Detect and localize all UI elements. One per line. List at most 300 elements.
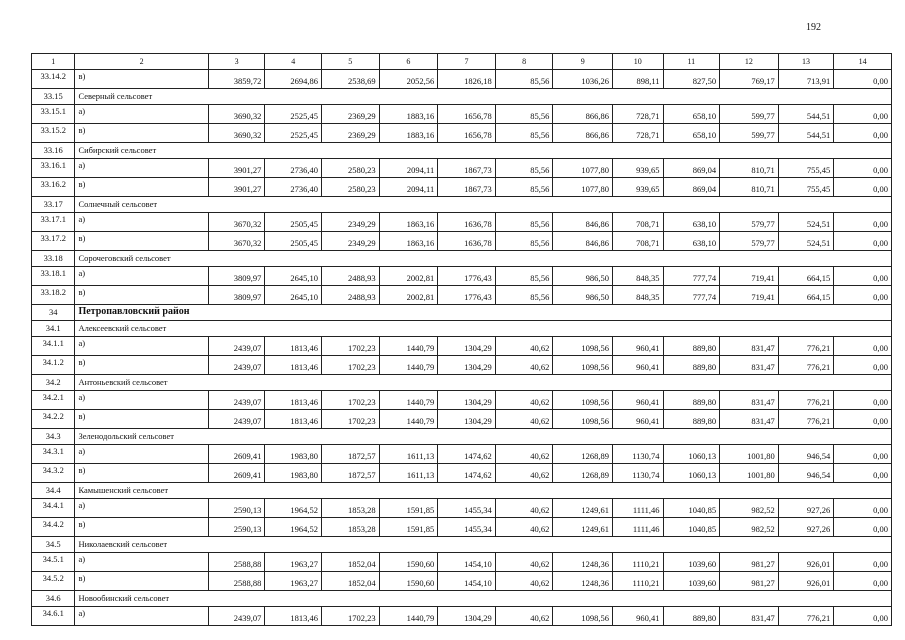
value-cell: 769,17 xyxy=(720,70,779,89)
value-cell: 1111,46 xyxy=(613,499,664,518)
row-number: 34.2.1 xyxy=(32,391,75,410)
value-cell: 40,62 xyxy=(495,337,553,356)
row-number: 34.6.1 xyxy=(32,607,75,626)
value-cell: 1702,23 xyxy=(322,607,380,626)
value-cell: 1872,57 xyxy=(322,445,380,464)
value-cell: 0,00 xyxy=(834,410,892,429)
value-cell: 777,74 xyxy=(663,286,720,305)
value-cell: 1001,80 xyxy=(720,464,779,483)
value-cell: 40,62 xyxy=(495,607,553,626)
column-number: 8 xyxy=(495,54,553,70)
row-label: в) xyxy=(75,178,208,197)
row-label: в) xyxy=(75,572,208,591)
value-cell: 1813,46 xyxy=(265,607,322,626)
row-number: 34.4.1 xyxy=(32,499,75,518)
value-cell: 0,00 xyxy=(834,105,892,124)
row-number: 33.17.1 xyxy=(32,213,75,232)
value-cell: 866,86 xyxy=(553,124,613,143)
value-cell: 1867,73 xyxy=(438,178,496,197)
value-cell: 0,00 xyxy=(834,232,892,251)
value-cell: 1268,89 xyxy=(553,445,613,464)
value-cell: 1440,79 xyxy=(379,391,438,410)
value-cell: 1872,57 xyxy=(322,464,380,483)
value-cell: 1964,52 xyxy=(265,499,322,518)
row-label: в) xyxy=(75,356,208,375)
empty-span-cell xyxy=(208,321,891,337)
value-cell: 3901,27 xyxy=(208,178,265,197)
value-cell: 926,01 xyxy=(778,553,834,572)
value-cell: 960,41 xyxy=(613,356,664,375)
value-cell: 2002,81 xyxy=(379,286,438,305)
row-label: а) xyxy=(75,159,208,178)
value-cell: 85,56 xyxy=(495,213,553,232)
settlement-name: Антоньевский сельсовет xyxy=(75,375,208,391)
value-cell: 0,00 xyxy=(834,464,892,483)
table-row xyxy=(32,518,892,537)
settlement-heading-row xyxy=(32,537,892,553)
value-cell: 848,35 xyxy=(613,286,664,305)
value-cell: 3809,97 xyxy=(208,267,265,286)
value-cell: 2505,45 xyxy=(265,213,322,232)
value-cell: 960,41 xyxy=(613,607,664,626)
empty-span-cell xyxy=(208,429,891,445)
value-cell: 755,45 xyxy=(778,159,834,178)
empty-span-cell xyxy=(208,591,891,607)
value-cell: 986,50 xyxy=(553,267,613,286)
column-number: 6 xyxy=(379,54,438,70)
row-number: 34.3.2 xyxy=(32,464,75,483)
page-number: 192 xyxy=(806,22,821,33)
value-cell: 1983,80 xyxy=(265,445,322,464)
empty-span-cell xyxy=(208,305,891,321)
value-cell: 866,86 xyxy=(553,105,613,124)
value-cell: 0,00 xyxy=(834,391,892,410)
value-cell: 524,51 xyxy=(778,213,834,232)
settlement-name: Алексеевский сельсовет xyxy=(75,321,208,337)
value-cell: 2094,11 xyxy=(379,159,438,178)
value-cell: 939,65 xyxy=(613,159,664,178)
value-cell: 1964,52 xyxy=(265,518,322,537)
table-row xyxy=(32,499,892,518)
value-cell: 2694,86 xyxy=(265,70,322,89)
value-cell: 3670,32 xyxy=(208,213,265,232)
value-cell: 0,00 xyxy=(834,518,892,537)
value-cell: 638,10 xyxy=(663,232,720,251)
settlement-name: Зеленодольский сельсовет xyxy=(75,429,208,445)
value-cell: 85,56 xyxy=(495,267,553,286)
value-cell: 40,62 xyxy=(495,499,553,518)
value-cell: 0,00 xyxy=(834,70,892,89)
value-cell: 926,01 xyxy=(778,572,834,591)
value-cell: 2588,88 xyxy=(208,572,265,591)
row-label: в) xyxy=(75,70,208,89)
table-row xyxy=(32,70,892,89)
value-cell: 0,00 xyxy=(834,337,892,356)
row-number: 33.17.2 xyxy=(32,232,75,251)
value-cell: 848,35 xyxy=(613,267,664,286)
value-cell: 658,10 xyxy=(663,124,720,143)
value-cell: 2369,29 xyxy=(322,105,380,124)
row-number: 34.5.2 xyxy=(32,572,75,591)
settlement-heading-row xyxy=(32,321,892,337)
table-row xyxy=(32,124,892,143)
settlement-heading-row xyxy=(32,89,892,105)
row-number: 33.17 xyxy=(32,197,75,213)
column-number: 11 xyxy=(663,54,720,70)
value-cell: 960,41 xyxy=(613,337,664,356)
settlement-name: Новообинский сельсовет xyxy=(75,591,208,607)
table-row xyxy=(32,553,892,572)
row-label: а) xyxy=(75,213,208,232)
value-cell: 713,91 xyxy=(778,70,834,89)
value-cell: 1249,61 xyxy=(553,518,613,537)
value-cell: 1702,23 xyxy=(322,410,380,429)
value-cell: 1248,36 xyxy=(553,553,613,572)
value-cell: 599,77 xyxy=(720,105,779,124)
value-cell: 719,41 xyxy=(720,267,779,286)
table-row xyxy=(32,159,892,178)
settlement-name: Сибирский сельсовет xyxy=(75,143,208,159)
row-number: 34.5.1 xyxy=(32,553,75,572)
value-cell: 1454,10 xyxy=(438,572,496,591)
value-cell: 719,41 xyxy=(720,286,779,305)
value-cell: 1813,46 xyxy=(265,391,322,410)
value-cell: 1248,36 xyxy=(553,572,613,591)
value-cell: 1440,79 xyxy=(379,337,438,356)
value-cell: 728,71 xyxy=(613,105,664,124)
value-cell: 599,77 xyxy=(720,124,779,143)
value-cell: 1853,28 xyxy=(322,499,380,518)
column-number: 5 xyxy=(322,54,380,70)
value-cell: 2609,41 xyxy=(208,464,265,483)
value-cell: 0,00 xyxy=(834,178,892,197)
value-cell: 1591,85 xyxy=(379,499,438,518)
value-cell: 85,56 xyxy=(495,124,553,143)
row-number: 34.3 xyxy=(32,429,75,445)
row-label: а) xyxy=(75,499,208,518)
value-cell: 827,50 xyxy=(663,70,720,89)
value-cell: 1304,29 xyxy=(438,356,496,375)
settlement-name: Николаевский сельсовет xyxy=(75,537,208,553)
row-number: 33.16.2 xyxy=(32,178,75,197)
table-row xyxy=(32,178,892,197)
value-cell: 0,00 xyxy=(834,267,892,286)
value-cell: 1060,13 xyxy=(663,445,720,464)
value-cell: 1098,56 xyxy=(553,607,613,626)
value-cell: 1863,16 xyxy=(379,213,438,232)
value-cell: 755,45 xyxy=(778,178,834,197)
value-cell: 2052,56 xyxy=(379,70,438,89)
value-cell: 869,04 xyxy=(663,159,720,178)
value-cell: 1702,23 xyxy=(322,356,380,375)
empty-span-cell xyxy=(208,143,891,159)
value-cell: 831,47 xyxy=(720,410,779,429)
value-cell: 2580,23 xyxy=(322,178,380,197)
settlement-heading-row xyxy=(32,143,892,159)
value-cell: 889,80 xyxy=(663,410,720,429)
value-cell: 1110,21 xyxy=(613,572,664,591)
value-cell: 1474,62 xyxy=(438,445,496,464)
table-row xyxy=(32,337,892,356)
value-cell: 889,80 xyxy=(663,391,720,410)
table-row xyxy=(32,267,892,286)
value-cell: 3901,27 xyxy=(208,159,265,178)
value-cell: 1304,29 xyxy=(438,391,496,410)
tariff-table xyxy=(31,53,892,626)
value-cell: 831,47 xyxy=(720,356,779,375)
value-cell: 1036,26 xyxy=(553,70,613,89)
table-row xyxy=(32,213,892,232)
value-cell: 1040,85 xyxy=(663,499,720,518)
settlement-heading-row xyxy=(32,591,892,607)
value-cell: 889,80 xyxy=(663,356,720,375)
value-cell: 40,62 xyxy=(495,391,553,410)
value-cell: 981,27 xyxy=(720,553,779,572)
empty-span-cell xyxy=(208,197,891,213)
row-number: 33.18.2 xyxy=(32,286,75,305)
value-cell: 0,00 xyxy=(834,286,892,305)
row-number: 33.16.1 xyxy=(32,159,75,178)
table-row xyxy=(32,232,892,251)
row-number: 34.3.1 xyxy=(32,445,75,464)
value-cell: 1440,79 xyxy=(379,410,438,429)
value-cell: 40,62 xyxy=(495,572,553,591)
value-cell: 3809,97 xyxy=(208,286,265,305)
row-label: а) xyxy=(75,105,208,124)
table-row xyxy=(32,572,892,591)
table-row xyxy=(32,445,892,464)
value-cell: 708,71 xyxy=(613,213,664,232)
value-cell: 2645,10 xyxy=(265,286,322,305)
district-name: Петропавловский район xyxy=(75,305,208,321)
value-cell: 1702,23 xyxy=(322,337,380,356)
row-number: 33.14.2 xyxy=(32,70,75,89)
value-cell: 40,62 xyxy=(495,445,553,464)
value-cell: 1039,60 xyxy=(663,553,720,572)
value-cell: 728,71 xyxy=(613,124,664,143)
row-label: в) xyxy=(75,464,208,483)
value-cell: 658,10 xyxy=(663,105,720,124)
settlement-name: Солнечный сельсовет xyxy=(75,197,208,213)
value-cell: 85,56 xyxy=(495,70,553,89)
empty-span-cell xyxy=(208,537,891,553)
value-cell: 1455,34 xyxy=(438,499,496,518)
value-cell: 3859,72 xyxy=(208,70,265,89)
value-cell: 960,41 xyxy=(613,391,664,410)
value-cell: 776,21 xyxy=(778,410,834,429)
value-cell: 1060,13 xyxy=(663,464,720,483)
column-number: 2 xyxy=(75,54,208,70)
settlement-name: Камышенский сельсовет xyxy=(75,483,208,499)
value-cell: 2580,23 xyxy=(322,159,380,178)
value-cell: 1963,27 xyxy=(265,572,322,591)
value-cell: 898,11 xyxy=(613,70,664,89)
value-cell: 1656,78 xyxy=(438,105,496,124)
value-cell: 708,71 xyxy=(613,232,664,251)
value-cell: 638,10 xyxy=(663,213,720,232)
value-cell: 0,00 xyxy=(834,213,892,232)
value-cell: 1813,46 xyxy=(265,337,322,356)
column-number: 4 xyxy=(265,54,322,70)
value-cell: 831,47 xyxy=(720,337,779,356)
column-number: 3 xyxy=(208,54,265,70)
value-cell: 2590,13 xyxy=(208,518,265,537)
value-cell: 85,56 xyxy=(495,286,553,305)
value-cell: 1611,13 xyxy=(379,445,438,464)
row-number: 33.18.1 xyxy=(32,267,75,286)
row-number: 33.18 xyxy=(32,251,75,267)
table-row xyxy=(32,356,892,375)
value-cell: 85,56 xyxy=(495,178,553,197)
value-cell: 0,00 xyxy=(834,445,892,464)
value-cell: 1040,85 xyxy=(663,518,720,537)
value-cell: 579,77 xyxy=(720,232,779,251)
value-cell: 1590,60 xyxy=(379,572,438,591)
value-cell: 1813,46 xyxy=(265,410,322,429)
value-cell: 2645,10 xyxy=(265,267,322,286)
value-cell: 1656,78 xyxy=(438,124,496,143)
row-label: в) xyxy=(75,410,208,429)
value-cell: 2588,88 xyxy=(208,553,265,572)
table-row xyxy=(32,464,892,483)
value-cell: 1853,28 xyxy=(322,518,380,537)
table-row xyxy=(32,286,892,305)
value-cell: 810,71 xyxy=(720,178,779,197)
value-cell: 2525,45 xyxy=(265,124,322,143)
value-cell: 1130,74 xyxy=(613,464,664,483)
value-cell: 40,62 xyxy=(495,410,553,429)
column-number: 7 xyxy=(438,54,496,70)
row-number: 34.1.1 xyxy=(32,337,75,356)
value-cell: 2439,07 xyxy=(208,356,265,375)
column-number: 1 xyxy=(32,54,75,70)
empty-span-cell xyxy=(208,483,891,499)
row-label: в) xyxy=(75,124,208,143)
row-label: а) xyxy=(75,445,208,464)
value-cell: 1776,43 xyxy=(438,267,496,286)
value-cell: 1077,80 xyxy=(553,159,613,178)
value-cell: 1130,74 xyxy=(613,445,664,464)
row-label: в) xyxy=(75,518,208,537)
column-number-row xyxy=(32,54,892,70)
settlement-name: Северный сельсовет xyxy=(75,89,208,105)
value-cell: 776,21 xyxy=(778,391,834,410)
value-cell: 40,62 xyxy=(495,356,553,375)
table-body xyxy=(32,54,892,626)
value-cell: 846,86 xyxy=(553,213,613,232)
row-label: а) xyxy=(75,337,208,356)
value-cell: 40,62 xyxy=(495,518,553,537)
value-cell: 1304,29 xyxy=(438,607,496,626)
table-row xyxy=(32,410,892,429)
value-cell: 1440,79 xyxy=(379,356,438,375)
value-cell: 1813,46 xyxy=(265,356,322,375)
value-cell: 1001,80 xyxy=(720,445,779,464)
value-cell: 831,47 xyxy=(720,607,779,626)
value-cell: 2590,13 xyxy=(208,499,265,518)
value-cell: 1863,16 xyxy=(379,232,438,251)
value-cell: 85,56 xyxy=(495,105,553,124)
value-cell: 810,71 xyxy=(720,159,779,178)
value-cell: 1455,34 xyxy=(438,518,496,537)
value-cell: 40,62 xyxy=(495,464,553,483)
value-cell: 3690,32 xyxy=(208,124,265,143)
value-cell: 1440,79 xyxy=(379,607,438,626)
empty-span-cell xyxy=(208,89,891,105)
value-cell: 2349,29 xyxy=(322,232,380,251)
value-cell: 1474,62 xyxy=(438,464,496,483)
value-cell: 0,00 xyxy=(834,499,892,518)
row-number: 33.15 xyxy=(32,89,75,105)
table-row xyxy=(32,607,892,626)
value-cell: 831,47 xyxy=(720,391,779,410)
value-cell: 1636,78 xyxy=(438,213,496,232)
value-cell: 2439,07 xyxy=(208,607,265,626)
value-cell: 1098,56 xyxy=(553,410,613,429)
row-number: 34.5 xyxy=(32,537,75,553)
value-cell: 85,56 xyxy=(495,159,553,178)
value-cell: 946,54 xyxy=(778,445,834,464)
row-number: 34.2.2 xyxy=(32,410,75,429)
value-cell: 2488,93 xyxy=(322,286,380,305)
value-cell: 2369,29 xyxy=(322,124,380,143)
row-number: 33.15.2 xyxy=(32,124,75,143)
value-cell: 1268,89 xyxy=(553,464,613,483)
value-cell: 2002,81 xyxy=(379,267,438,286)
value-cell: 1883,16 xyxy=(379,105,438,124)
value-cell: 2439,07 xyxy=(208,337,265,356)
value-cell: 2439,07 xyxy=(208,410,265,429)
value-cell: 3690,32 xyxy=(208,105,265,124)
settlement-heading-row xyxy=(32,483,892,499)
value-cell: 664,15 xyxy=(778,286,834,305)
empty-span-cell xyxy=(208,375,891,391)
value-cell: 889,80 xyxy=(663,337,720,356)
value-cell: 1304,29 xyxy=(438,337,496,356)
value-cell: 2439,07 xyxy=(208,391,265,410)
value-cell: 889,80 xyxy=(663,607,720,626)
value-cell: 939,65 xyxy=(613,178,664,197)
row-label: а) xyxy=(75,607,208,626)
table-row xyxy=(32,105,892,124)
value-cell: 2349,29 xyxy=(322,213,380,232)
value-cell: 0,00 xyxy=(834,572,892,591)
value-cell: 1454,10 xyxy=(438,553,496,572)
value-cell: 846,86 xyxy=(553,232,613,251)
value-cell: 2736,40 xyxy=(265,159,322,178)
row-number: 34.2 xyxy=(32,375,75,391)
settlement-heading-row xyxy=(32,251,892,267)
row-number: 33.15.1 xyxy=(32,105,75,124)
row-number: 34.1.2 xyxy=(32,356,75,375)
value-cell: 2538,69 xyxy=(322,70,380,89)
value-cell: 2525,45 xyxy=(265,105,322,124)
row-number: 34.4 xyxy=(32,483,75,499)
value-cell: 982,52 xyxy=(720,518,779,537)
value-cell: 0,00 xyxy=(834,607,892,626)
column-number: 9 xyxy=(553,54,613,70)
settlement-name: Сорочеговский сельсовет xyxy=(75,251,208,267)
value-cell: 1867,73 xyxy=(438,159,496,178)
row-number: 34.1 xyxy=(32,321,75,337)
value-cell: 982,52 xyxy=(720,499,779,518)
value-cell: 1249,61 xyxy=(553,499,613,518)
row-label: в) xyxy=(75,286,208,305)
value-cell: 0,00 xyxy=(834,159,892,178)
value-cell: 1826,18 xyxy=(438,70,496,89)
row-label: а) xyxy=(75,391,208,410)
settlement-heading-row xyxy=(32,375,892,391)
